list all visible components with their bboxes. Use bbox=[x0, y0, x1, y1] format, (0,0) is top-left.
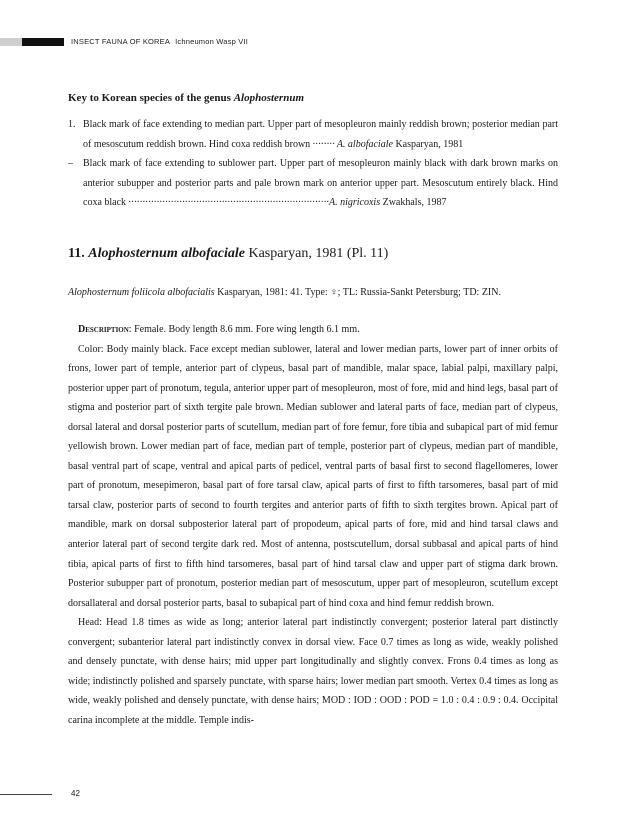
key-item-marker: – bbox=[68, 158, 73, 169]
species-heading bbox=[68, 246, 388, 262]
species-name: Alophosternum albofaciale bbox=[88, 246, 245, 261]
key-list bbox=[68, 115, 558, 213]
key-item-species: A. albofaciale bbox=[336, 138, 393, 150]
key-title bbox=[68, 92, 304, 104]
page-number: 42 bbox=[71, 789, 80, 798]
key-item-author: Zwakhals, 1987 bbox=[380, 197, 447, 208]
footer-rule bbox=[0, 794, 52, 795]
key-item-leader: ······································································· bbox=[126, 197, 329, 208]
description-intro bbox=[68, 320, 558, 340]
running-header-subtitle: Ichneumon Wasp VII bbox=[175, 37, 249, 46]
key-title-prefix: Key to Korean species of the genus bbox=[68, 92, 234, 104]
synonym-details: Kasparyan, 1981: 41. Type: ♀; TL: Russia-Sankt Petersburg; TD: ZIN. bbox=[214, 287, 501, 298]
description-section bbox=[68, 320, 558, 730]
key-item-marker: 1. bbox=[68, 119, 76, 130]
description-intro-text: : Female. Body length 8.6 mm. Fore wing length 6.1 mm. bbox=[128, 324, 360, 335]
key-item-leader: ········ bbox=[310, 138, 337, 150]
key-item-body bbox=[83, 154, 558, 213]
species-number: 11. bbox=[68, 246, 85, 261]
key-item-author: Kasparyan, 1981 bbox=[392, 138, 464, 150]
key-item bbox=[68, 115, 558, 154]
key-item-text: Black mark of face extending to median part. Upper part of mesopleuron mainly reddish brown; posterior median part of mesoscutum reddish brown. Hind coxa reddish brown bbox=[83, 119, 558, 150]
description-color: Color: Body mainly black. Face except median sublower, lateral and lower median parts, lower part of inner orbits of frons, lower part of temple, anterior part of clypeus, basal part of mandible, malar space, labial palpi, maxillary palpi, posterior upper part of pronotum, tegula, anterior upper part of mesopleuron, most of fore, mid and hind legs, basal part of stigma and posterior part of sixth tergite pale brown. Median sublower and lateral parts of face, median part of clypeus, dorsal lateral and dorsal posterior parts of scutellum, median part of fore femur, fore tibia and subapical part of mid femur yellowish brown. Lower median part of face, median part of temple, posterior part of clypeus, median part of mandible, basal ventral part of scape, ventral and apical parts of pedicel, ventral parts of basal first to second flagellomeres, lower part of pronotum, mesepimeron, basal part of fore tarsal claw, apical parts of first to fifth tarsomeres, basal part of mid tarsal claw, posterior parts of second to fourth tergites and anterior parts of fifth to sixth tergites brown. Apical part of mandible, mark on dorsal subposterior lateral part of propodeum, apical parts of fore, mid and hind tarsal claws and anterior lateral part of second tergite dark red. Most of antenna, postscutellum, dorsal subbasal and apical parts of hind tibia, apical parts of first to fifth hind tarsomeres, basal part of hind tarsal claw and upper part of stigma dark brown. Posterior subupper part of pronotum, posterior median part of mesoscutum, upper part of mesopleuron, scutellum except dorsallateral and dorsal posterior parts, basal to subapical part of hind coxa and hind femur reddish brown. bbox=[68, 343, 558, 609]
header-bar-dark bbox=[22, 38, 64, 46]
header-bar-light bbox=[0, 38, 22, 46]
key-item-body bbox=[83, 115, 558, 154]
running-header bbox=[71, 37, 248, 46]
synonym-name: Alophosternum foliicola albofacialis bbox=[68, 287, 215, 298]
description-heading: Description bbox=[78, 324, 129, 335]
description-head: Head: Head 1.8 times as wide as long; anterior lateral part indistinctly convergent; posterior lateral part distinctly convergent; subanterior lateral part indistinctly convex in dorsal view. Face 0.7 times as long as wide, weakly polished and densely punctate, with dense hairs; mid upper part longitudinally and slightly convex. Frons 0.4 times as long as wide; indistinctly polished and sparsely punctate, with sparse hairs; lower median part smooth. Vertex 0.4 times as long as wide, weakly polished and densely punctate, with dense hairs; MOD : IOD : OOD : POD = 1.0 : 0.4 : 0.9 : 0.4. Occipital carina incomplete at the middle. Temple indis- bbox=[68, 617, 558, 726]
key-item bbox=[68, 154, 558, 213]
species-author: Kasparyan, 1981 (Pl. 11) bbox=[244, 246, 389, 261]
key-item-species: A. nigricoxis bbox=[328, 197, 381, 208]
key-title-genus: Alophosternum bbox=[233, 92, 305, 104]
running-header-series: INSECT FAUNA OF KOREA bbox=[71, 37, 171, 46]
key-item-text: Black mark of face extending to sublower part. Upper part of mesopleuron mainly black with dark brown marks on anterior subupper and posterior parts and pale brown mark on anterior upper part. Mesoscutum entirely black. Hind coxa black bbox=[83, 158, 558, 208]
synonym-line bbox=[68, 287, 501, 298]
